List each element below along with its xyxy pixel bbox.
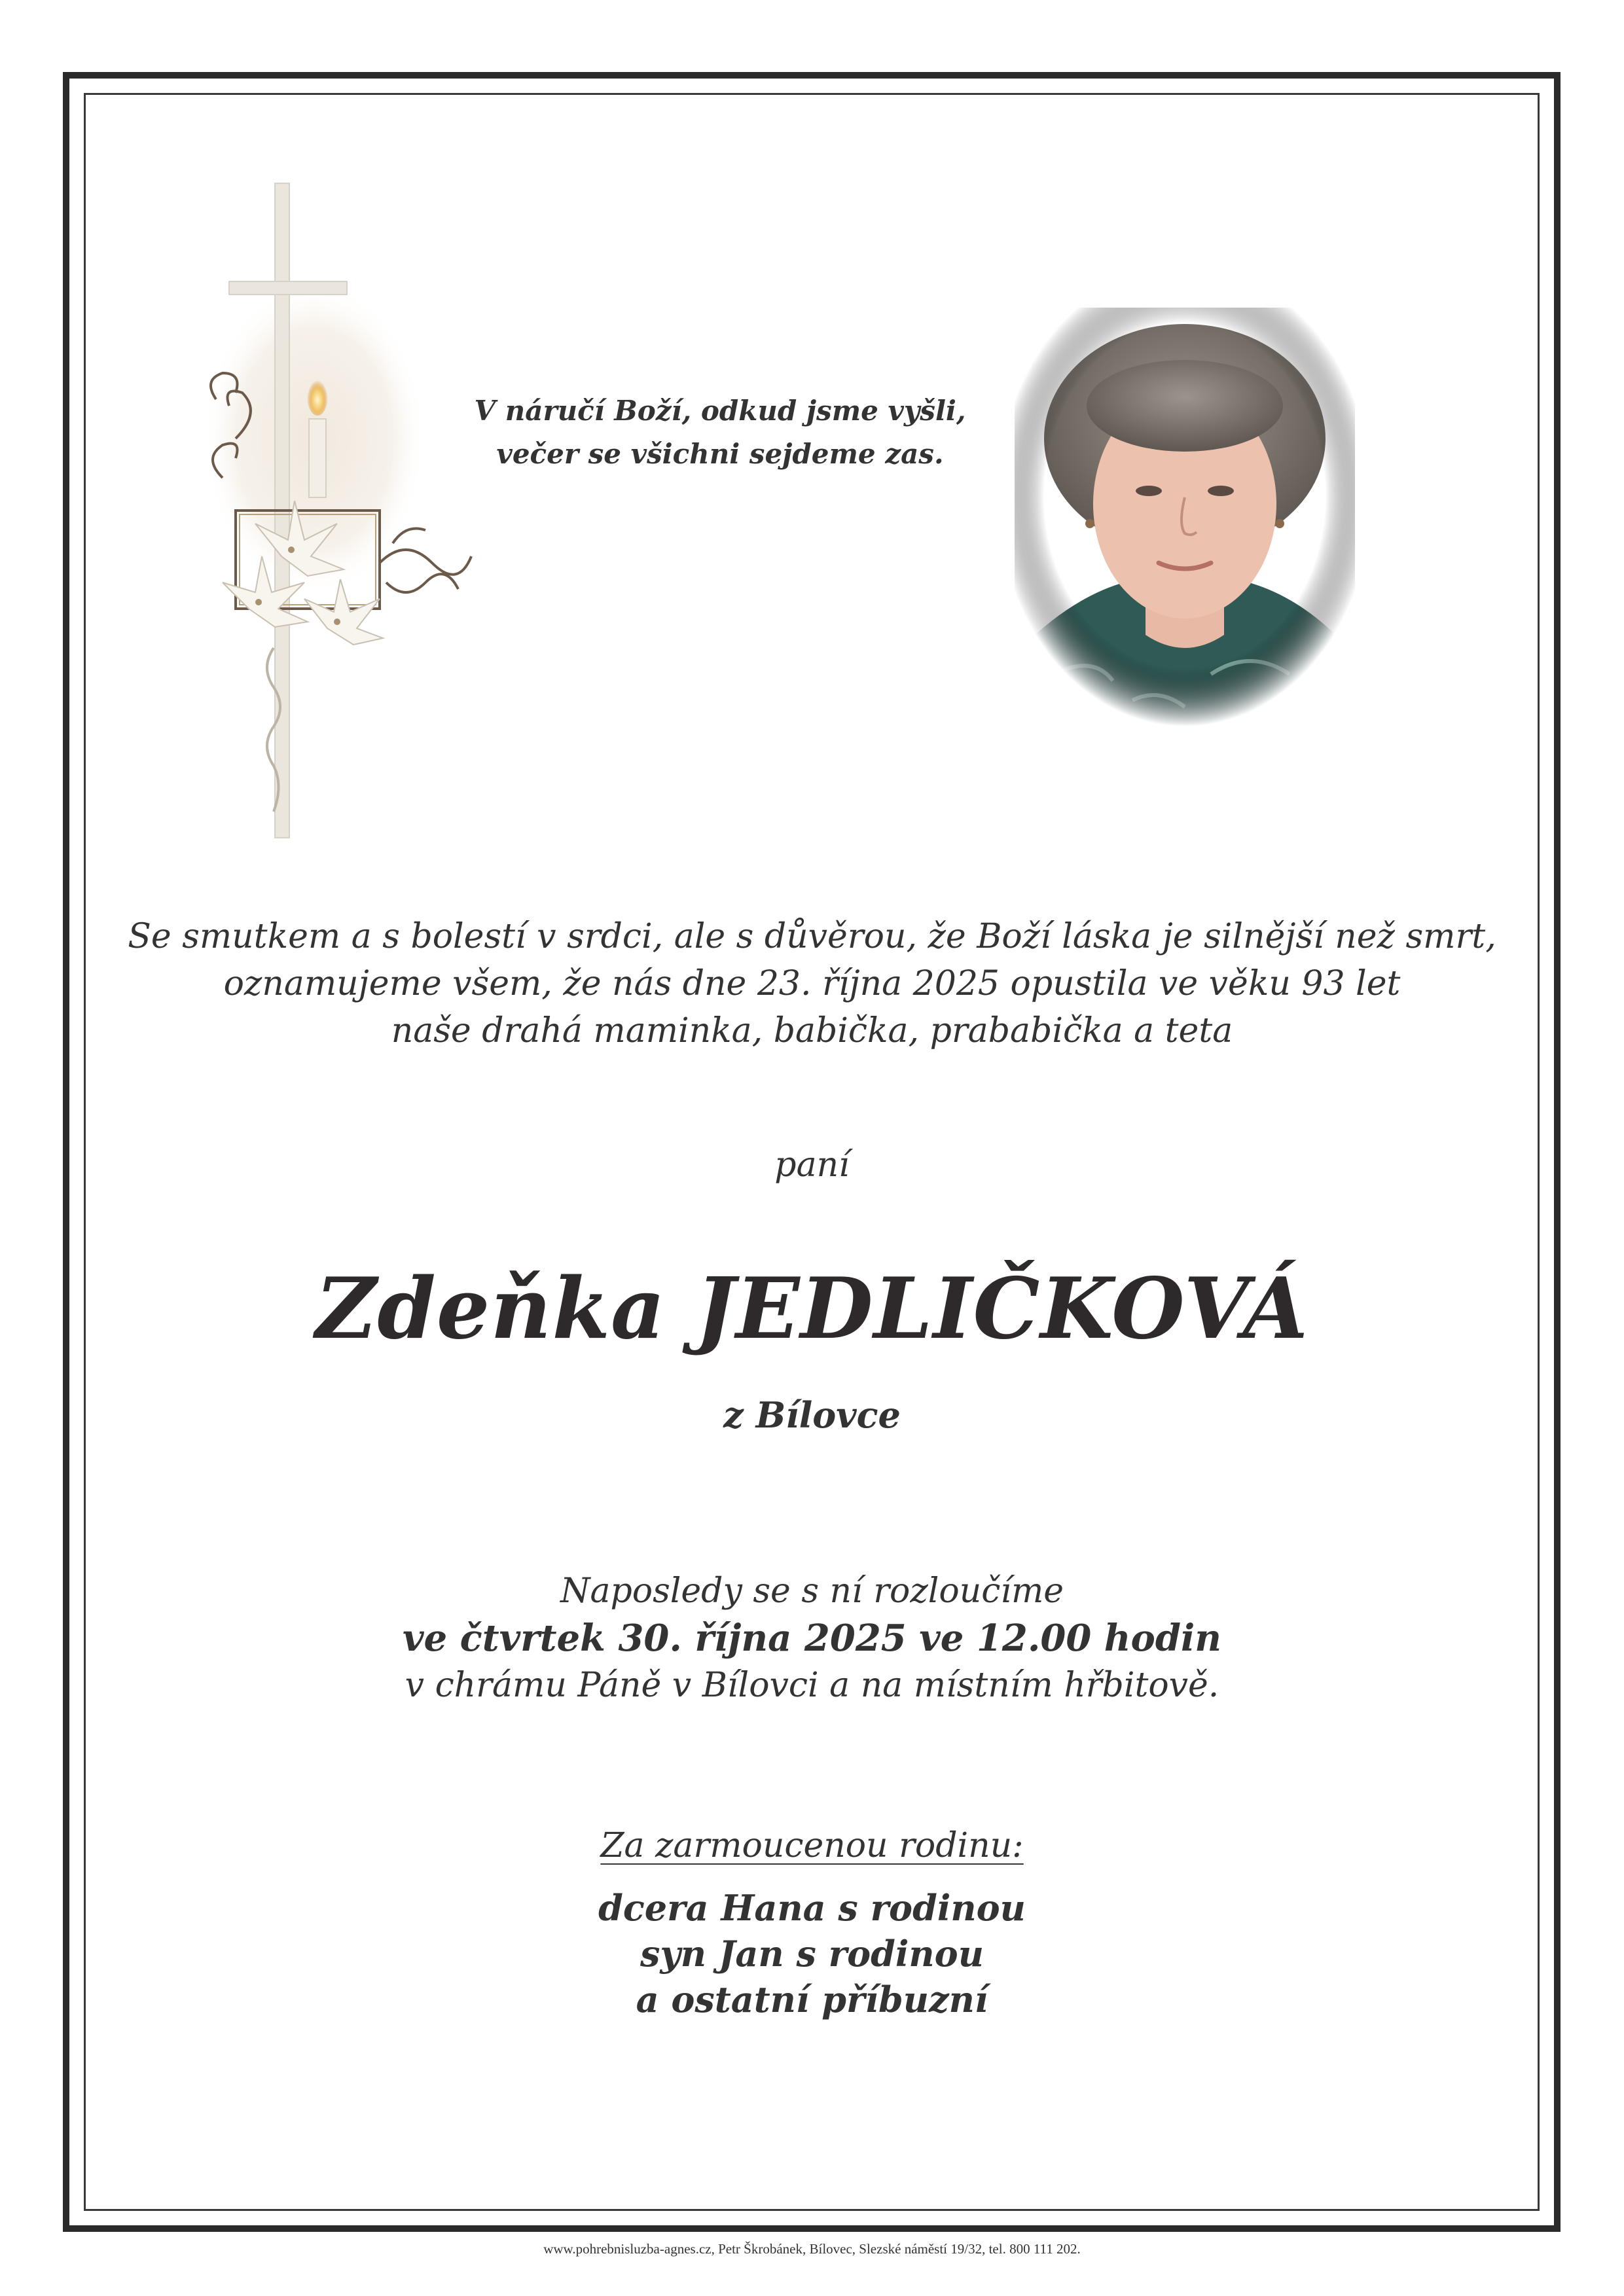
farewell-line-1: Naposledy se s ní rozloučíme (560, 1571, 1064, 1611)
family-heading-text: Za zarmoucenou rodinu: (600, 1826, 1024, 1865)
portrait-photo (1015, 308, 1355, 726)
farewell (0, 1568, 1624, 1709)
motto-line-1: V náručí Boží, odkud jsme vyšli, (474, 395, 966, 427)
announcement-line-3: naše drahá maminka, babička, prababička a teta (391, 1011, 1233, 1050)
farewell-date: ve čtvrtek 30. října 2025 ve 12.00 hodin (402, 1617, 1221, 1660)
deceased-name: Zdeňka JEDLIČKOVÁ (315, 1260, 1309, 1358)
cross-candle-lily-icon (196, 177, 497, 844)
announcement (0, 913, 1624, 1054)
motto (452, 389, 988, 476)
deceased-origin: z Bílovce (723, 1394, 901, 1436)
farewell-line-3: v chrámu Páně v Bílovci a na místním hřbitově. (405, 1666, 1219, 1705)
announcement-line-2: oznamujeme všem, že nás dne 23. října 2025 opustila ve věku 93 let (223, 964, 1401, 1003)
family-member: dcera Hana s rodinou (598, 1887, 1026, 1929)
family-member: a ostatní příbuzní (636, 1979, 988, 2020)
footer: www.pohrebnisluzba-agnes.cz, Petr Škrobánek, Bílovec, Slezské náměstí 19/32, tel. 800 111 202. (543, 2241, 1081, 2257)
family-list (0, 1885, 1624, 2022)
family-member: syn Jan s rodinou (640, 1933, 984, 1975)
announcement-line-1: Se smutkem a s bolestí v srdci, ale s důvěrou, že Boží láska je silnější než smrt, (128, 917, 1496, 956)
salutation: paní (774, 1145, 850, 1185)
motto-line-2: večer se všichni sejdeme zas. (496, 438, 944, 470)
family-heading (0, 1826, 1624, 1865)
